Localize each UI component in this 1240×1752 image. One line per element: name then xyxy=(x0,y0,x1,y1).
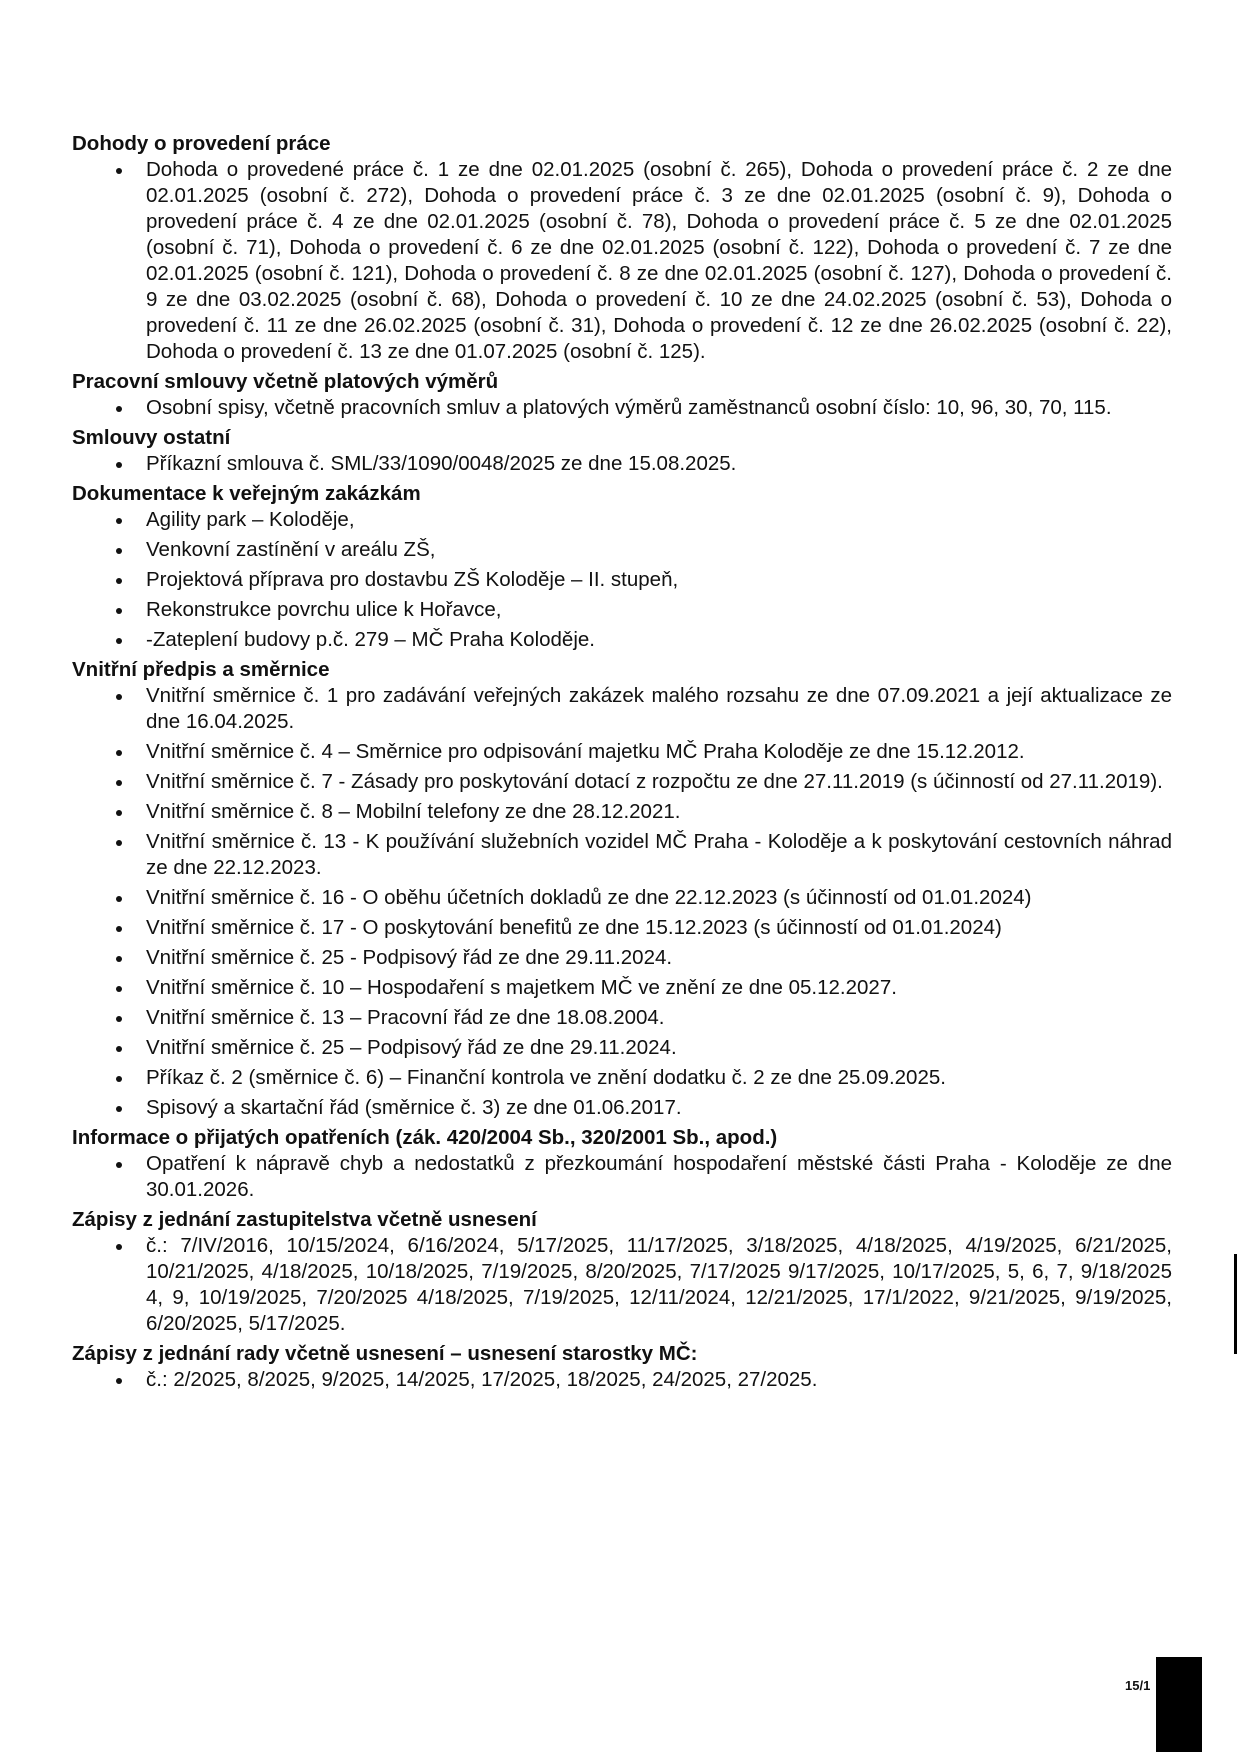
bullet-list xyxy=(72,451,1172,477)
bullet-list xyxy=(72,1233,1172,1337)
list-item: Vnitřní směrnice č. 4 – Směrnice pro odpisování majetku MČ Praha Koloděje ze dne 15.12.2012. xyxy=(146,739,1172,765)
list-item: Opatření k nápravě chyb a nedostatků z přezkoumání hospodaření městské části Praha - Koloděje ze dne 30.01.2026. xyxy=(146,1152,1172,1201)
section-informace-opatreni xyxy=(72,1125,1172,1203)
list-item: Venkovní zastínění v areálu ZŠ, xyxy=(146,537,1172,563)
section-zapisy-zastupitelstva xyxy=(72,1207,1172,1337)
bullet-list xyxy=(72,1367,1172,1393)
list-item: Osobní spisy, včetně pracovních smluv a platových výměrů zaměstnanců osobní číslo: 10, 96, 30, 70, 115. xyxy=(146,395,1172,421)
section-heading: Zápisy z jednání zastupitelstva včetně usnesení xyxy=(72,1208,537,1231)
section-heading: Informace o přijatých opatřeních (zák. 420/2004 Sb., 320/2001 Sb., apod.) xyxy=(72,1126,778,1149)
list-item: Spisový a skartační řád (směrnice č. 3) ze dne 01.06.2017. xyxy=(146,1095,1172,1121)
list-item: Agility park – Koloděje, xyxy=(146,507,1172,533)
page-number: 15/1 xyxy=(1125,1678,1151,1693)
list-item: -Zateplení budovy p.č. 279 – MČ Praha Koloděje. xyxy=(146,627,1172,653)
scan-corner-block xyxy=(1156,1657,1202,1752)
bullet-list xyxy=(72,1151,1172,1203)
scan-edge-mark xyxy=(1234,1254,1237,1354)
list-item: Vnitřní směrnice č. 13 – Pracovní řád ze dne 18.08.2004. xyxy=(146,1005,1172,1031)
list-item: Vnitřní směrnice č. 8 – Mobilní telefony ze dne 28.12.2021. xyxy=(146,799,1172,825)
section-verejne-zakazky xyxy=(72,481,1172,653)
bullet-list xyxy=(72,157,1172,365)
list-item: Příkaz č. 2 (směrnice č. 6) – Finanční kontrola ve znění dodatku č. 2 ze dne 25.09.2025. xyxy=(146,1065,1172,1091)
list-item: Vnitřní směrnice č. 1 pro zadávání veřejných zakázek malého rozsahu ze dne 07.09.2021 a její aktualizace ze dne 16.04.2025. xyxy=(146,684,1172,733)
section-heading: Dohody o provedení práce xyxy=(72,132,331,155)
document-body xyxy=(72,131,1172,1397)
list-item: č.: 2/2025, 8/2025, 9/2025, 14/2025, 17/2025, 18/2025, 24/2025, 27/2025. xyxy=(146,1367,1172,1393)
section-heading: Vnitřní předpis a směrnice xyxy=(72,658,330,681)
list-item: Příkazní smlouva č. SML/33/1090/0048/2025 ze dne 15.08.2025. xyxy=(146,451,1172,477)
section-heading: Pracovní smlouvy včetně platových výměrů xyxy=(72,370,499,393)
list-item: Projektová příprava pro dostavbu ZŠ Koloděje – II. stupeň, xyxy=(146,567,1172,593)
list-item: Vnitřní směrnice č. 10 – Hospodaření s majetkem MČ ve znění ze dne 05.12.2027. xyxy=(146,975,1172,1001)
section-smlouvy-ostatni xyxy=(72,425,1172,477)
section-zapisy-rady xyxy=(72,1341,1172,1393)
section-heading: Zápisy z jednání rady včetně usnesení – usnesení starostky MČ: xyxy=(72,1342,698,1365)
list-item: Vnitřní směrnice č. 25 - Podpisový řád ze dne 29.11.2024. xyxy=(146,945,1172,971)
section-heading: Dokumentace k veřejným zakázkám xyxy=(72,482,421,505)
section-heading: Smlouvy ostatní xyxy=(72,426,231,449)
bullet-list xyxy=(72,507,1172,653)
list-item: Rekonstrukce povrchu ulice k Hořavce, xyxy=(146,597,1172,623)
list-item: Vnitřní směrnice č. 13 - K používání služebních vozidel MČ Praha - Koloděje a k poskytování cestovních náhrad ze dne 22.12.2023. xyxy=(146,830,1172,879)
bullet-list xyxy=(72,683,1172,1121)
section-vnitrni-predpis xyxy=(72,657,1172,1121)
list-item: Vnitřní směrnice č. 25 – Podpisový řád ze dne 29.11.2024. xyxy=(146,1035,1172,1061)
bullet-list xyxy=(72,395,1172,421)
section-dohody xyxy=(72,131,1172,365)
section-pracovni-smlouvy xyxy=(72,369,1172,421)
list-item: č.: 7/IV/2016, 10/15/2024, 6/16/2024, 5/17/2025, 11/17/2025, 3/18/2025, 4/18/2025, 4/19/2025, 6/21/2025, 10/21/2025, 4/18/2025, 10/18/2025, 7/19/2025, 8/20/2025, 7/17/2025 9/17/2025, 10/17/2025, 5, 6, 7, 9/18/2025 4, 9, 10/19/2025, 7/20/2025 4/18/2025, 7/19/2025, 12/11/2024, 12/21/2025, 17/1/2022, 9/21/2025, 9/19/2025, 6/20/2025, 5/17/2025. xyxy=(146,1234,1172,1335)
list-item: Dohoda o provedené práce č. 1 ze dne 02.01.2025 (osobní č. 265), Dohoda o provedení práce č. 2 ze dne 02.01.2025 (osobní č. 272), Dohoda o provedení práce č. 3 ze dne 02.01.2025 (osobní č. 9), Dohoda o provedení práce č. 4 ze dne 02.01.2025 (osobní č. 78), Dohoda o provedení práce č. 5 ze dne 02.01.2025 (osobní č. 71), Dohoda o provedení č. 6 ze dne 02.01.2025 (osobní č. 122), Dohoda o provedení č. 7 ze dne 02.01.2025 (osobní č. 121), Dohoda o provedení č. 8 ze dne 02.01.2025 (osobní č. 127), Dohoda o provedení č. 9 ze dne 03.02.2025 (osobní č. 68), Dohoda o provedení č. 10 ze dne 24.02.2025 (osobní č. 53), Dohoda o provedení č. 11 ze dne 26.02.2025 (osobní č. 31), Dohoda o provedení č. 12 ze dne 26.02.2025 (osobní č. 22), Dohoda o provedení č. 13 ze dne 01.07.2025 (osobní č. 125). xyxy=(146,158,1172,363)
list-item: Vnitřní směrnice č. 7 - Zásady pro poskytování dotací z rozpočtu ze dne 27.11.2019 (s účinností od 27.11.2019). xyxy=(146,769,1172,795)
list-item: Vnitřní směrnice č. 17 - O poskytování benefitů ze dne 15.12.2023 (s účinností od 01.01.2024) xyxy=(146,915,1172,941)
list-item: Vnitřní směrnice č. 16 - O oběhu účetních dokladů ze dne 22.12.2023 (s účinností od 01.01.2024) xyxy=(146,885,1172,911)
